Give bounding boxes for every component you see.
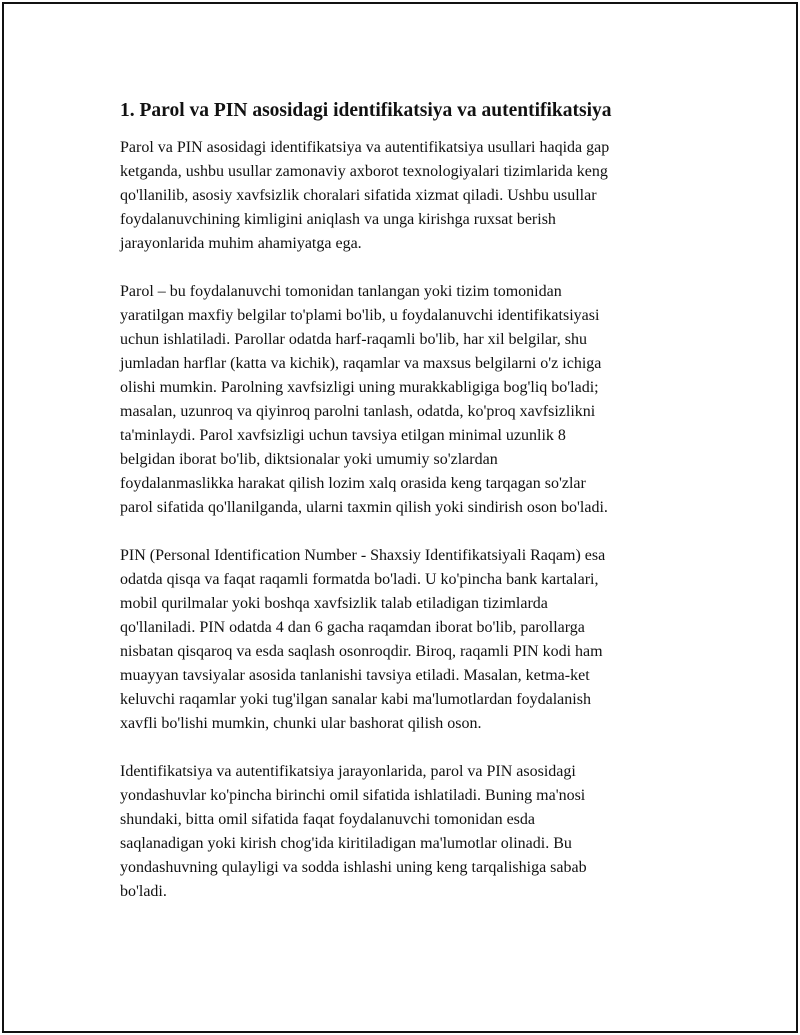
section-heading: 1. Parol va PIN asosidagi identifikatsiya va autentifikatsiya [120, 100, 612, 121]
text-line: ketganda, ushbu usullar zamonaviy axborot texnologiyalari tizimlarida keng [120, 163, 608, 180]
text-line: saqlanadigan yoki kirish chog'ida kiritiladigan ma'lumotlar olinadi. Bu [120, 835, 572, 852]
text-line: bo'ladi. [120, 883, 167, 900]
text-line: jarayonlarida muhim ahamiyatga ega. [120, 235, 362, 252]
text-line: keluvchi raqamlar yoki tug'ilgan sanalar kabi ma'lumotlardan foydalanish [120, 691, 591, 708]
text-line: muayyan tavsiyalar asosida tanlanishi tavsiya etiladi. Masalan, ketma-ket [120, 667, 590, 684]
text-line: Parol – bu foydalanuvchi tomonidan tanlangan yoki tizim tomonidan [120, 283, 562, 300]
text-line: ta'minlaydi. Parol xavfsizligi uchun tavsiya etilgan minimal uzunlik 8 [120, 427, 566, 444]
paragraph-intro [120, 136, 688, 256]
text-line: olishi mumkin. Parolning xavfsizligi uning murakkabligiga bog'liq bo'ladi; [120, 379, 599, 396]
text-line: masalan, uzunroq va qiyinroq parolni tanlash, odatda, ko'proq xavfsizlikni [120, 403, 596, 420]
text-line: xavfli bo'lishi mumkin, chunki ular bashorat qilish oson. [120, 715, 482, 732]
text-line: Identifikatsiya va autentifikatsiya jarayonlarida, parol va PIN asosidagi [120, 763, 576, 780]
paragraph-process [120, 760, 688, 904]
text-line: odatda qisqa va faqat raqamli formatda bo'ladi. U ko'pincha bank kartalari, [120, 571, 599, 588]
text-line: foydalanuvchining kimligini aniqlash va unga kirishga ruxsat berish [120, 211, 556, 228]
document-body [120, 98, 688, 928]
text-line: yaratilgan maxfiy belgilar to'plami bo'lib, u foydalanuvchi identifikatsiyasi [120, 307, 600, 324]
text-line: mobil qurilmalar yoki boshqa xavfsizlik talab etiladigan tizimlarda [120, 595, 548, 612]
paragraph-password [120, 280, 688, 520]
text-line: qo'llanilib, asosiy xavfsizlik choralari sifatida xizmat qiladi. Ushbu usullar [120, 187, 597, 204]
text-line: qo'llaniladi. PIN odatda 4 dan 6 gacha raqamdan iborat bo'lib, parollarga [120, 619, 585, 636]
paragraph-pin [120, 544, 688, 736]
text-line: yondashuvlar ko'pincha birinchi omil sifatida ishlatiladi. Buning ma'nosi [120, 787, 586, 804]
text-line: shundaki, bitta omil sifatida faqat foydalanuvchi tomonidan esda [120, 811, 536, 828]
text-line: nisbatan qisqaroq va esda saqlash osonroqdir. Biroq, raqamli PIN kodi ham [120, 643, 603, 660]
document-page [2, 2, 798, 1033]
text-line: parol sifatida qo'llanilganda, ularni taxmin qilish yoki sindirish oson bo'ladi. [120, 499, 608, 516]
text-line: Parol va PIN asosidagi identifikatsiya va autentifikatsiya usullari haqida gap [120, 139, 610, 156]
text-line: uchun ishlatiladi. Parollar odatda harf-raqamli bo'lib, har xil belgilar, shu [120, 331, 587, 348]
text-line: foydalanmaslikka harakat qilish lozim xalq orasida keng tarqagan so'zlar [120, 475, 586, 492]
text-line: jumladan harflar (katta va kichik), raqamlar va maxsus belgilarni o'z ichiga [120, 355, 602, 372]
text-line: yondashuvning qulayligi va sodda ishlashi uning keng tarqalishiga sabab [120, 859, 587, 876]
text-line: belgidan iborat bo'lib, diktsionalar yoki umumiy so'zlardan [120, 451, 498, 468]
text-line: PIN (Personal Identification Number - Shaxsiy Identifikatsiyali Raqam) esa [120, 547, 606, 564]
